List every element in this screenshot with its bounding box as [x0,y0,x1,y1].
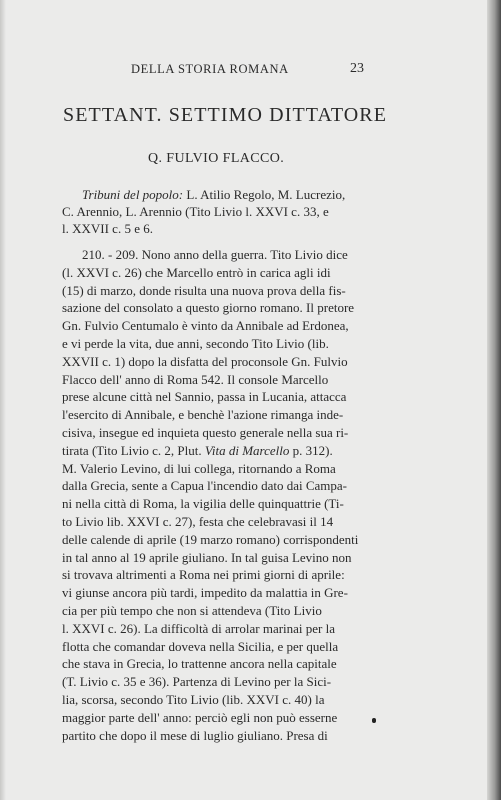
page-edge-shadow [0,0,6,800]
tribunes-line: C. Arennio, L. Arennio (Tito Livio l. XXVI c. 33, e [62,204,329,219]
text-line: cia per più tempo che non si attendeva (Tito Livio [62,602,322,618]
text-line: lia, scorsa, secondo Tito Livio (lib. XXVI c. 40) la [62,691,325,707]
text-line: che stava in Grecia, lo trattenne ancora nella capitale [62,656,337,672]
text-line: ni nella città di Roma, la vigilia delle quinquattrie (Ti- [62,496,344,512]
text-line: to Livio lib. XXVI c. 27), festa che celebravasi il 14 [62,513,334,529]
text-line: (l. XXVI c. 26) che Marcello entrò in carica agli idi [62,264,331,280]
text-line: XXVII c. 1) dopo la disfatta del proconsole Gn. Fulvio [62,353,348,369]
text-line: in tal anno al 19 aprile giuliano. In tal guisa Levino non [62,549,352,565]
text-segment: tirata (Tito Livio c. 2, Plut. [62,442,205,458]
text-line: si trovava altrimenti a Roma nei primi giorni di aprile: [62,567,345,583]
text-line: partito che dopo il mese di luglio giuliano. Presa di [62,727,328,743]
text-line: 210. - 209. Nono anno della guerra. Tito Livio dice [82,247,348,262]
tribunes-line [62,186,370,203]
text-line: Gn. Fulvio Centumalo è vinto da Annibale ad Erdonea, [62,318,349,334]
text-line: maggior parte dell' anno: perciò egli non può esserne [62,709,338,725]
running-head: DELLA STORIA ROMANA [131,62,289,76]
section-title: SETTANT. SETTIMO DITTATORE [63,104,388,126]
text-line: l. XXVI c. 26). La difficoltà di arrolar marinai per la [62,620,336,636]
tribunes-line: l. XXVII c. 5 e 6. [62,221,153,236]
text-line: flotta che comandar doveva nella Sicilia, e per quella [62,638,339,654]
tribunes-paragraph [62,186,370,237]
text-line: (T. Livio c. 35 e 36). Partenza di Levino per la Sici- [62,674,332,690]
page-number: 23 [350,61,364,76]
text-line [62,442,372,460]
page-binding-shadow [487,0,501,800]
italic-title: Vita di Marcello [204,442,290,458]
tribunes-text: L. Atilio Regolo, M. Lucrezio, [183,187,346,202]
text-line: delle calende di aprile (19 marzo romano) corrispondenti [62,531,359,547]
text-line: M. Valerio Levino, di lui collega, ritornando a Roma [62,460,336,476]
text-line: cisiva, insegue ed inquieta questo generale nella sua ri- [62,424,349,440]
text-line: prese alcune città nel Sannio, passa in Lucania, attacca [62,389,347,405]
text-line: dalla Grecia, sente a Capua l'incendio dato dai Campa- [62,478,347,494]
text-line: l'esercito di Annibale, e benchè l'azione rimanga inde- [62,407,344,423]
tribunes-label: Tribuni del popolo: [82,187,184,202]
text-line: (15) di marzo, donde risulta una nuova prova della fis- [62,282,346,298]
text-line: sazione del consolato a questo giorno romano. Il pretore [62,300,355,316]
main-text [62,246,372,744]
text-line: vi giunse ancora più tardi, impedito da malattia in Gre- [62,585,348,601]
text-line: Flacco dell' anno di Roma 542. Il console Marcello [62,371,329,387]
ink-spot [372,718,376,723]
text-segment: p. 312). [289,442,333,458]
dictator-name: Q. FULVIO FLACCO. [148,151,285,166]
text-line: e vi perde la vita, due anni, secondo Tito Livio (lib. [62,335,329,351]
